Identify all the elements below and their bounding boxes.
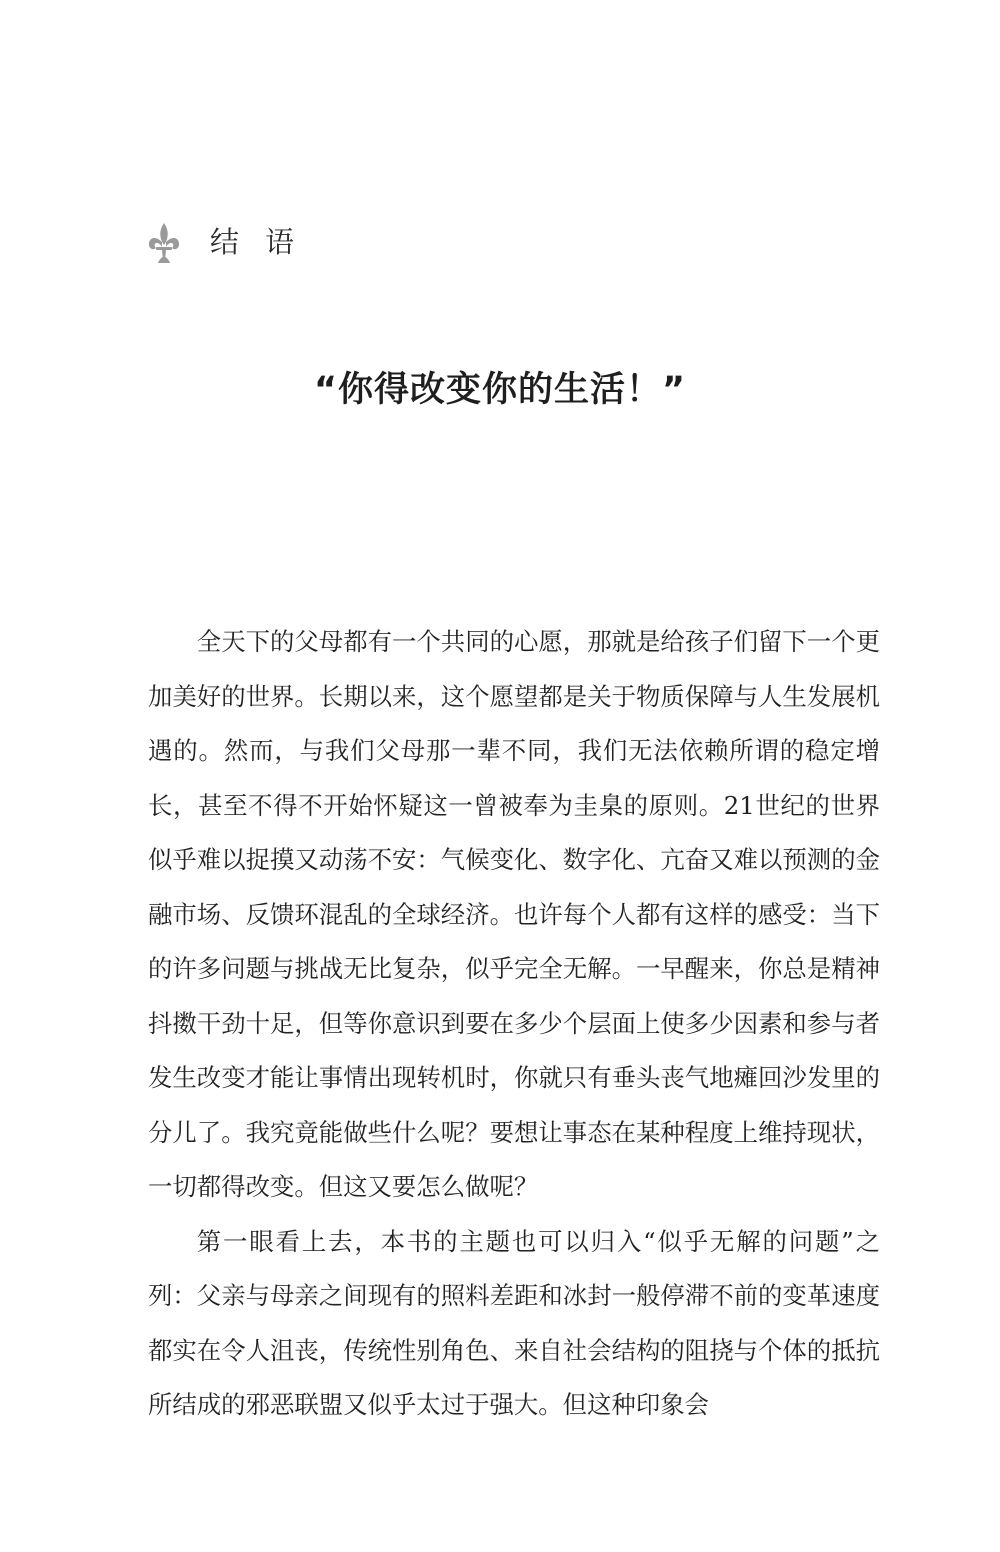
fleur-de-lis-icon <box>146 220 182 264</box>
paragraph: 第一眼看上去，本书的主题也可以归入“似乎无解的问题”之列：父亲与母亲之间现有的照料差距和冰封一般停滞不前的变革速度都实在令人沮丧，传统性别角色、来自社会结构的阻挠与个体的抵抗所结成的邪恶联盟又似乎太过于强大。但这种印象会 <box>148 1226 880 1419</box>
chapter-title: “你得改变你的生活！” <box>313 370 686 410</box>
section-header <box>146 218 320 266</box>
section-label: 结语 <box>210 224 321 259</box>
body-text <box>148 615 880 1433</box>
paragraph: 全天下的父母都有一个共同的心愿，那就是给孩子们留下一个更加美好的世界。长期以来，这个愿望都是关于物质保障与人生发展机遇的。然而，与我们父母那一辈不同，我们无法依赖所谓的稳定增长，甚至不得不开始怀疑这一曾被奉为圭臬的原则。21世纪的世界似乎难以捉摸又动荡不安：气候变化、数字化、亢奋又难以预测的金融市场、反馈环混乱的全球经济。也许每个人都有这样的感受：当下的许多问题与挑战无比复杂，似乎完全无解。一早醒来，你总是精神抖擞干劲十足，但等你意识到要在多少个层面上使多少因素和参与者发生改变才能让事情出现转机时，你就只有垂头丧气地瘫回沙发里的分儿了。我究竟能做些什么呢？要想让事态在某种程度上维持现状，一切都得改变。但这又要怎么做呢？ <box>148 627 880 1201</box>
